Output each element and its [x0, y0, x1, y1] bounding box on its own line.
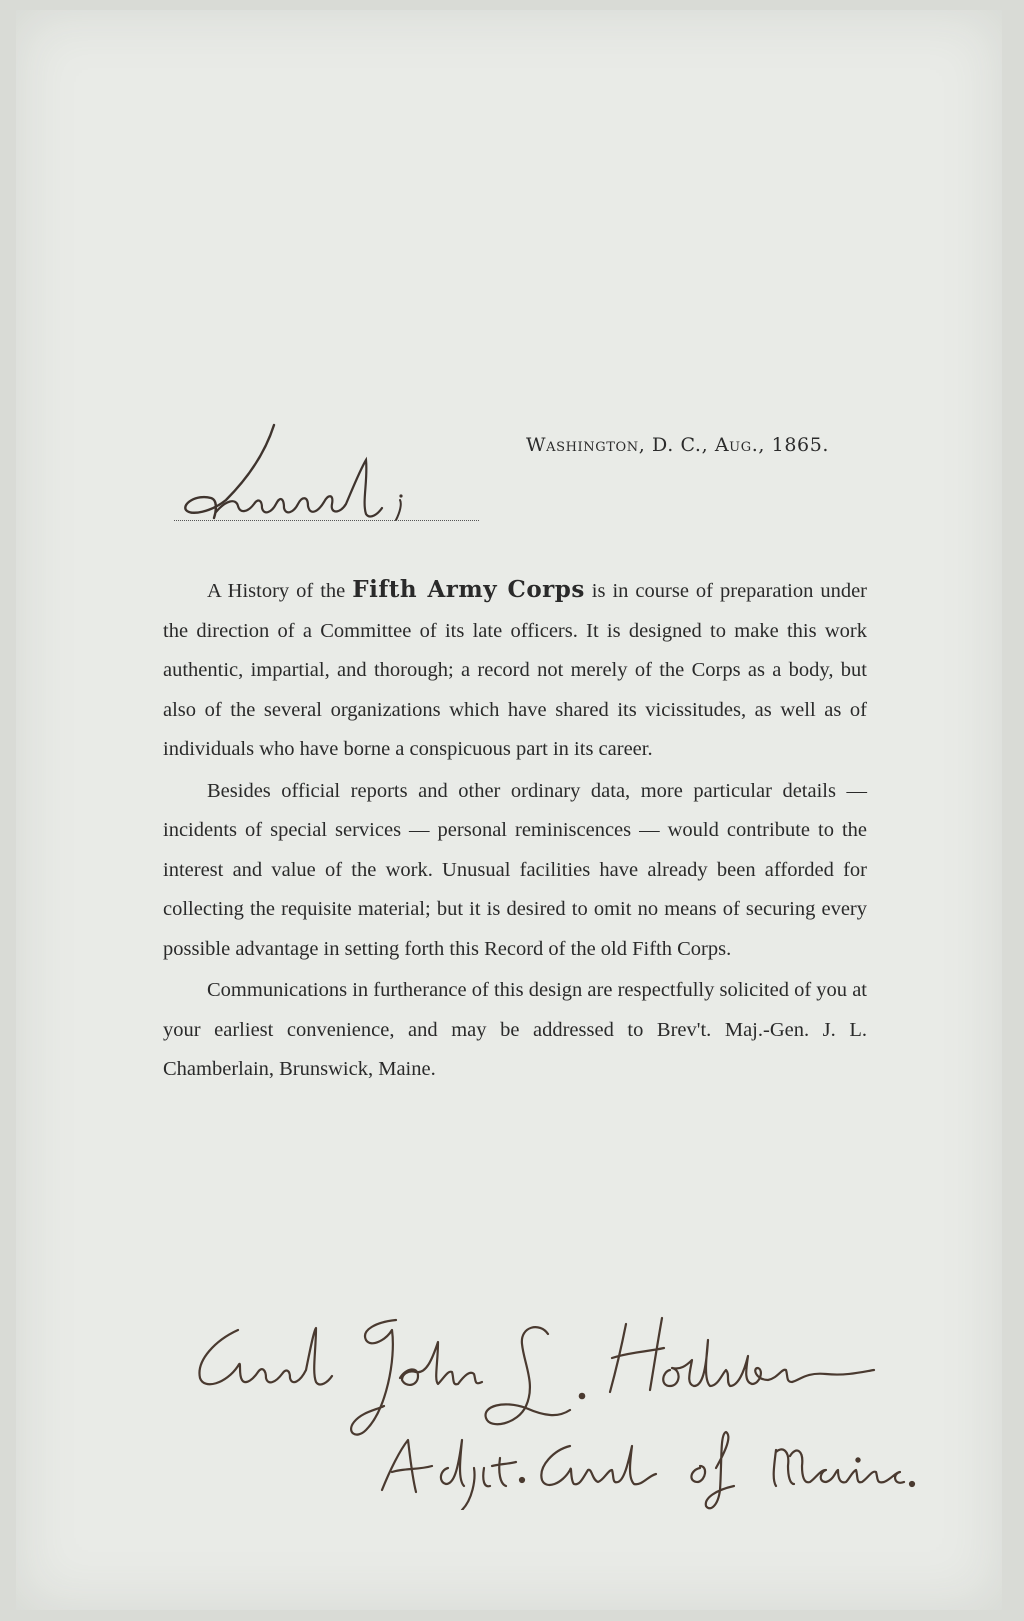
salutation-dotted-line [174, 520, 479, 521]
handwritten-signature [186, 1300, 946, 1510]
paragraph-3: Communications in furtherance of this design are respectfully solicited of you at your earliest convenience, and may be addressed to Brev't. Maj.-Gen. J. L. Chamberlain, Brunswick, Maine. [163, 979, 867, 1080]
dateline: Washington, D. C., Aug., 1865. [526, 434, 830, 456]
corps-name: Fifth Army Corps [352, 576, 585, 603]
letter-body [163, 570, 867, 1090]
paragraph-2: Besides official reports and other ordinary data, more particular details — incidents of special services — personal reminiscences — would contribute to the interest and value of the work. Unusual facilities have already been afforded for collecting the requisite material; but it is desired to omit no means of securing every possible advantage in setting forth this Record of the old Fifth Corps. [163, 779, 867, 960]
letter-page [16, 10, 1002, 1610]
handwritten-salutation [156, 420, 486, 530]
paragraph-1: A History of the Fifth Army Corps is in course of preparation under the direction of a Committee of its late officers. It is designed to make this work authentic, impartial, and thorough; a record not merely of the Corps as a body, but also of the several organizations which have shared its vicissitudes, as well as of individuals who have borne a conspicuous part in its career. [163, 576, 868, 760]
